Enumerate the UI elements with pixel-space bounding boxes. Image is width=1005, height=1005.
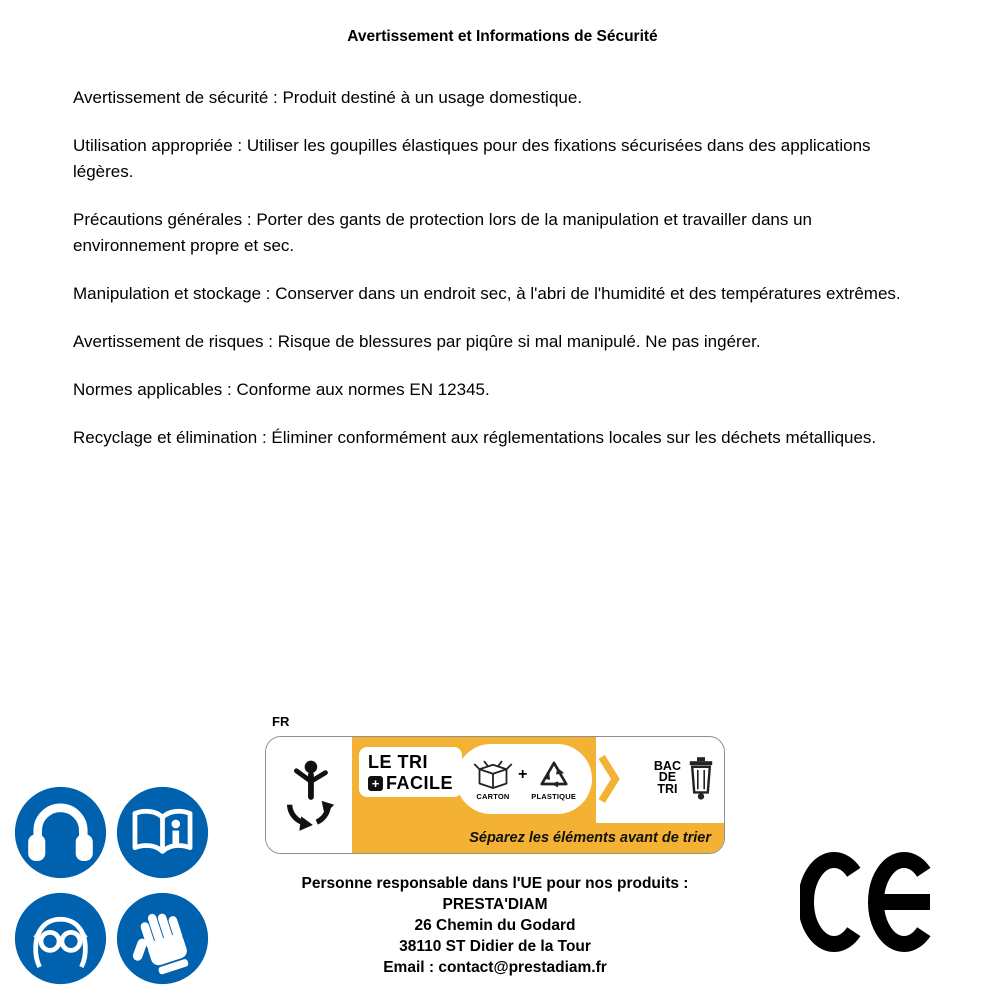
country-code-label: FR [272,714,290,729]
materials-capsule [456,744,592,814]
infotri-top-row [352,737,724,823]
safety-paragraph: Recyclage et élimination : Éliminer conformément aux réglementations locales sur les déchets métalliques. [73,428,877,447]
trash-bin-icon [685,752,717,804]
email-address: Email : contact@prestadiam.fr [383,959,607,976]
triman-icon [266,737,352,853]
city-address: 38110 ST Didier de la Tour [399,938,591,955]
facile-text: FACILE [386,773,454,793]
company-name: PRESTA'DIAM [442,896,548,913]
sorting-note: Séparez les éléments avant de trier [352,823,724,853]
recycling-triangle-icon [535,758,573,791]
le-tri-facile-label [359,747,462,797]
wear-ear-protection-icon [13,785,108,880]
infotri-right-panel [352,737,724,853]
wear-eye-protection-icon [13,891,108,986]
carton-material [472,758,514,801]
carton-box-icon [472,758,514,791]
carton-label: CARTON [476,791,510,801]
wear-protective-gloves-icon [115,891,210,986]
infotri-banner [265,736,725,854]
plus-separator: + [517,766,528,783]
safety-paragraph: Précautions générales : Porter des gants de protection lors de la manipulation et travailler dans un environnement propre et sec. [73,210,812,255]
page-title: Avertissement et Informations de Sécurité [347,28,658,45]
plus-badge-icon: + [368,776,383,791]
pictogram-grid [13,785,210,986]
read-instruction-manual-icon [115,785,210,880]
safety-paragraph: Normes applicables : Conforme aux normes EN 12345. [73,380,490,399]
plastique-material [531,758,576,801]
safety-paragraph: Avertissement de sécurité : Produit destiné à un usage domestique. [73,88,583,107]
responsible-intro: Personne responsable dans l'UE pour nos produits : [301,875,689,892]
plastique-label: PLASTIQUE [531,791,577,801]
ce-marking-icon [800,850,936,954]
safety-paragraph: Utilisation appropriée : Utiliser les goupilles élastiques pour des fixations sécurisées dans des applications légères. [73,136,871,181]
responsible-address [265,873,725,978]
chevron-right-icon [598,750,620,808]
safety-paragraphs [73,85,925,473]
street-address: 26 Chemin du Godard [414,917,576,934]
bac-de-tri [654,752,717,804]
safety-paragraph: Avertissement de risques : Risque de blessures par piqûre si mal manipulé. Ne pas ingérer. [73,332,761,351]
le-tri-text: LE TRI [368,752,428,772]
safety-paragraph: Manipulation et stockage : Conserver dans un endroit sec, à l'abri de l'humidité et des températures extrêmes. [73,284,901,303]
bac-de-tri-label: BAC DE TRI [653,758,681,796]
